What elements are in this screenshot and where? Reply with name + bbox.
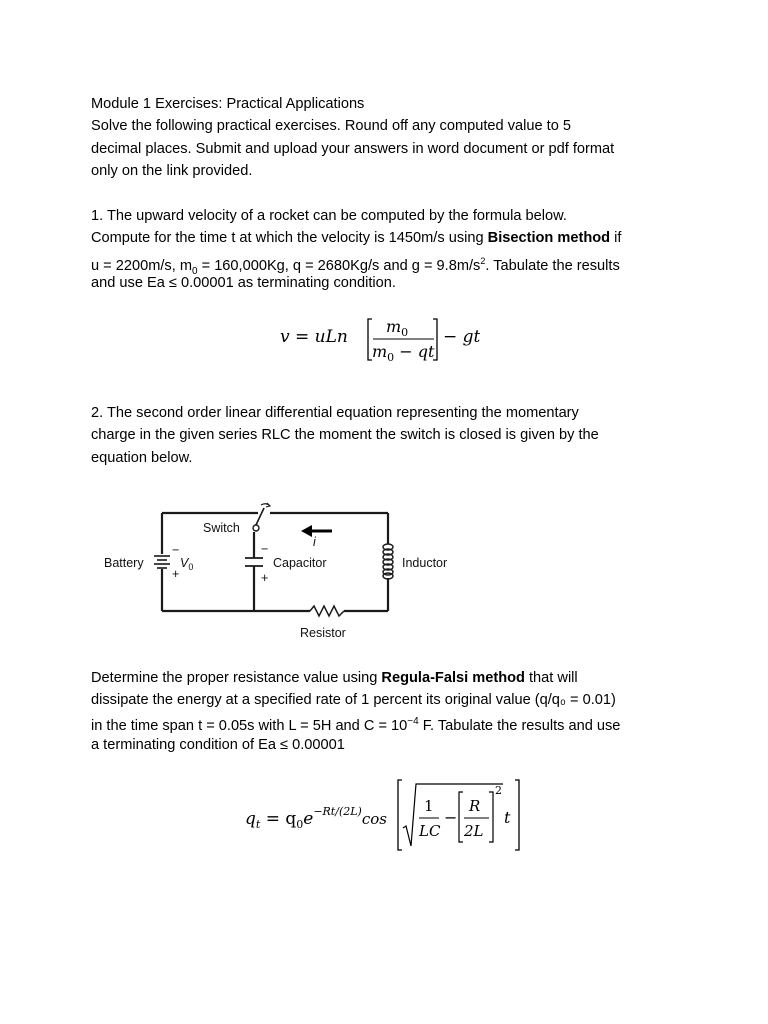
- battery-label: Battery: [104, 556, 144, 570]
- problem-3-line-4: a terminating condition of Ea ≤ 0.00001: [91, 737, 345, 753]
- eq1-lhs: v = uLn: [280, 327, 348, 347]
- resistor-label: Resistor: [300, 626, 346, 640]
- eq2-r: R: [469, 797, 481, 815]
- problem-2-line-3: equation below.: [91, 450, 193, 466]
- rlc-circuit-diagram: [98, 496, 468, 652]
- problem-1-params-b: = 160,000Kg, q = 2680Kg/s and g = 9.8m/s: [197, 257, 481, 274]
- battery-voltage-label: $V_0$: [180, 556, 194, 572]
- eq2-outer-left-bracket: [398, 780, 402, 850]
- eq1-numerator: $m_0$: [386, 317, 409, 339]
- eq2-lhs: $q_t = q_0e^{-Rt/(2L)}\cos$: [245, 805, 387, 831]
- problem-3-line-3: [91, 711, 620, 737]
- problem-1-params-a: u = 2200m/s, m: [91, 257, 192, 274]
- squared-superscript: 2: [480, 256, 486, 266]
- intro-line-1: Solve the following practical exercises. Round off any computed value to 5: [91, 118, 571, 134]
- problem-3-text: Determine the proper resistance value using: [91, 670, 382, 686]
- capacitor-minus: −: [261, 542, 269, 556]
- inductor-label: Inductor: [402, 556, 448, 570]
- problem-1-params-c: . Tabulate the results: [485, 257, 620, 274]
- problem-1-line-1: 1. The upward velocity of a rocket can be computed by the formula below.: [91, 208, 567, 224]
- eq2-t: t: [504, 808, 511, 827]
- intro-line-2: decimal places. Submit and upload your answers in word document or pdf format: [91, 141, 615, 157]
- intro-line-3: only on the link provided.: [91, 163, 253, 179]
- problem-2-line-2: charge in the given series RLC the moment the switch is closed is given by the: [91, 427, 599, 443]
- charge-decay-equation: [245, 778, 525, 852]
- rocket-velocity-equation: [280, 310, 480, 366]
- bisection-method-label: Bisection method: [487, 230, 611, 246]
- eq2-inner-left-bracket: [459, 792, 463, 842]
- eq1-denominator: $m_0$ − qt: [372, 342, 435, 364]
- eq2-one: 1: [424, 797, 434, 815]
- battery-minus: −: [172, 543, 180, 557]
- exponent-superscript: −4: [407, 716, 419, 727]
- capacitor-plus: +: [261, 571, 269, 585]
- problem-3-text-end: that will: [524, 670, 578, 686]
- problem-1-text: Compute for the time t at which the velocity is 1450m/s using: [91, 230, 488, 246]
- problem-3-params-b: F. Tabulate the results and use: [418, 717, 621, 734]
- m0-subscript: 0: [192, 265, 198, 277]
- capacitor-label: Capacitor: [273, 556, 327, 570]
- inductor-symbol: [383, 544, 393, 579]
- eq1-tail: − gt: [443, 327, 480, 347]
- eq2-outer-right-bracket: [515, 780, 519, 850]
- eq2-lc: LC: [419, 822, 441, 840]
- eq2-square: 2: [495, 784, 502, 797]
- eq2-2l: 2L: [464, 822, 484, 840]
- current-arrow-icon: [301, 525, 332, 537]
- problem-3-params-a: in the time span t = 0.05s with L = 5H and C = 10: [91, 717, 408, 734]
- switch-label: Switch: [203, 521, 240, 535]
- current-label: i: [313, 535, 316, 549]
- problem-1-text-end: if: [610, 230, 622, 246]
- battery-symbol: [154, 556, 170, 568]
- problem-1-line-4: and use Ea ≤ 0.00001 as terminating condition.: [91, 275, 396, 291]
- regula-falsi-method-label: Regula-Falsi method: [381, 670, 525, 686]
- problem-3-line-2: dissipate the energy at a specified rate of 1 percent its original value (q/q₀ = 0.01): [91, 692, 616, 708]
- eq2-minus: −: [444, 808, 458, 827]
- resistor-symbol: [310, 606, 344, 616]
- switch-symbol: [253, 503, 270, 531]
- eq2-inner-right-bracket: [489, 792, 493, 842]
- problem-1-line-2: [91, 227, 621, 249]
- capacitor-symbol: [245, 558, 263, 566]
- problem-2-line-1: 2. The second order linear differential equation representing the momentary: [91, 405, 579, 421]
- battery-plus: +: [172, 567, 180, 581]
- problem-3-line-1: [91, 667, 578, 689]
- module-title: Module 1 Exercises: Practical Applications: [91, 96, 365, 112]
